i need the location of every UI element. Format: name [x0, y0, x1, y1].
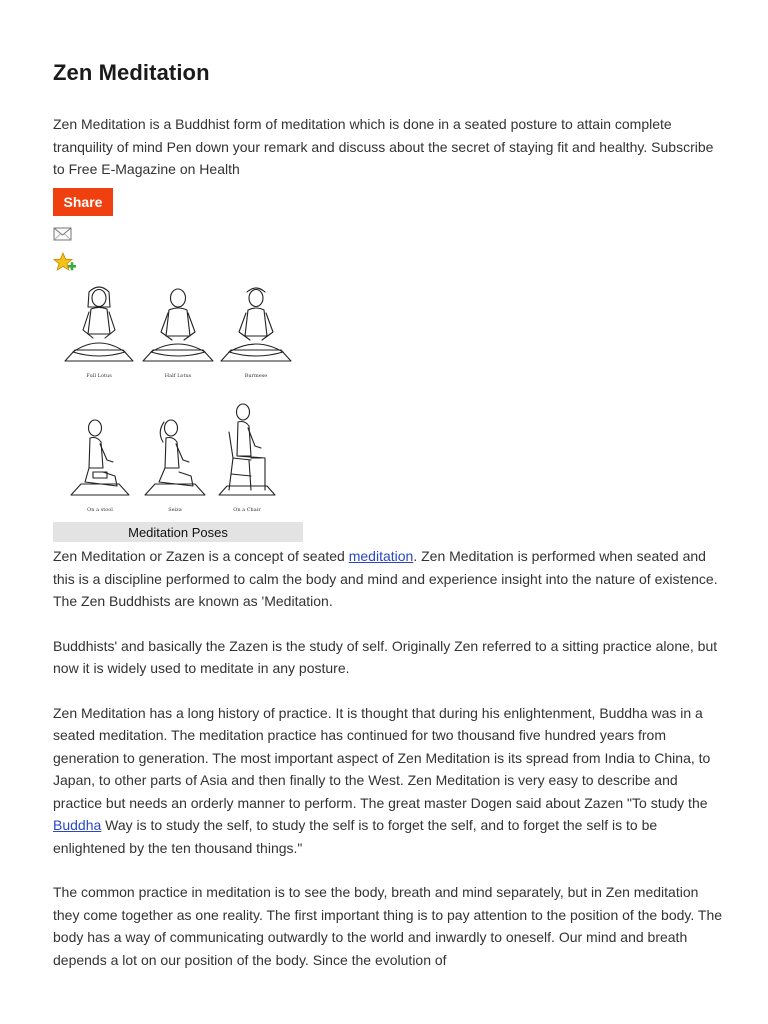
body-paragraph: Buddhists' and basically the Zazen is the study of self. Originally Zen referred to a sitting practice alone, but now it is widely used to meditate in any posture.	[53, 637, 718, 676]
torso-shape	[245, 308, 267, 336]
paragraph-text: Zen Meditation or Zazen is a concept of seated	[53, 548, 349, 564]
body-paragraph: The common practice in meditation is to see the body, breath and mind separately, but in Zen meditation they come together as one reality. The first important thing is to pay attention to the position of the body. The body has a way of communicating outwardly to the world and inwardly to oneself. Our mind and breath depends a lot on our position of the body. Since the evolution of	[53, 884, 723, 968]
paragraph-text: Zen Meditation has a long history of practice. It is thought that during his enlightenment, Buddha was in a seated meditation. The meditation practice has continued for two thousand five hundred years from generation to generation. The most important aspect of Zen Meditation is its spread from India to China, to Japan, to other parts of Asia and then finally to the West. Zen Meditation is very easy to describe and practice but needs an orderly manner to perform. The great master Dogen said about Zazen "To study the	[53, 704, 711, 811]
body-paragraph	[53, 545, 723, 613]
meditation-link[interactable]: meditation	[348, 548, 414, 564]
mail-icon[interactable]	[53, 225, 73, 243]
chair-legs-shape	[229, 458, 251, 490]
pose-label: On a Chair	[233, 507, 261, 513]
pose-label: Full Lotus	[86, 373, 112, 379]
pose-label: On a stool	[87, 507, 113, 513]
head-shape	[249, 290, 263, 307]
body-paragraph	[53, 702, 723, 860]
torso-shape	[166, 308, 190, 336]
torso-shape	[88, 308, 110, 335]
paragraph-text: . Zen Meditation is performed when seated and this is a discipline performed to calm the body and mind and experience insight into the nature of existence. The Zen Buddhists are known as 'Meditation.	[53, 548, 718, 609]
head-shape	[237, 404, 250, 420]
article-body	[53, 545, 723, 993]
mat-shape	[219, 486, 275, 495]
pose-label: Burmese	[244, 373, 268, 379]
pose-label: Half Lotus	[164, 373, 192, 379]
head-shape	[92, 290, 106, 307]
paragraph-text: Way is to study the self, to study the self is to forget the self, and to forget the self is to be enlightened by the ten thousand things."	[53, 817, 658, 856]
share-button[interactable]: Share	[53, 188, 113, 216]
intro-text: Zen Meditation is a Buddhist form of meditation which is done in a seated posture to attain complete tranquility of mind Pen down your remark and discuss about the secret of staying fit and healthy. Subscribe to Free E-Magazine on Health	[53, 116, 714, 177]
star-plus-icon[interactable]	[53, 252, 77, 274]
figure-caption: Meditation Poses	[53, 522, 303, 542]
pose-label: Seiza	[168, 507, 182, 513]
meditation-poses-illustration	[53, 282, 303, 522]
hair-shape	[160, 422, 164, 442]
head-shape	[89, 420, 102, 436]
mat-shape	[145, 484, 205, 495]
page-title: Zen Meditation	[53, 60, 210, 85]
meditation-poses-figure	[53, 282, 303, 542]
legs-shape	[85, 468, 117, 486]
head-shape	[165, 420, 178, 436]
head-shape	[171, 289, 186, 307]
torso-shape	[89, 438, 103, 469]
legs-shape	[159, 468, 193, 486]
mat-shape	[71, 484, 129, 495]
buddha-link[interactable]: Buddha	[53, 817, 102, 833]
torso-shape	[237, 422, 251, 457]
torso-shape	[165, 438, 179, 469]
